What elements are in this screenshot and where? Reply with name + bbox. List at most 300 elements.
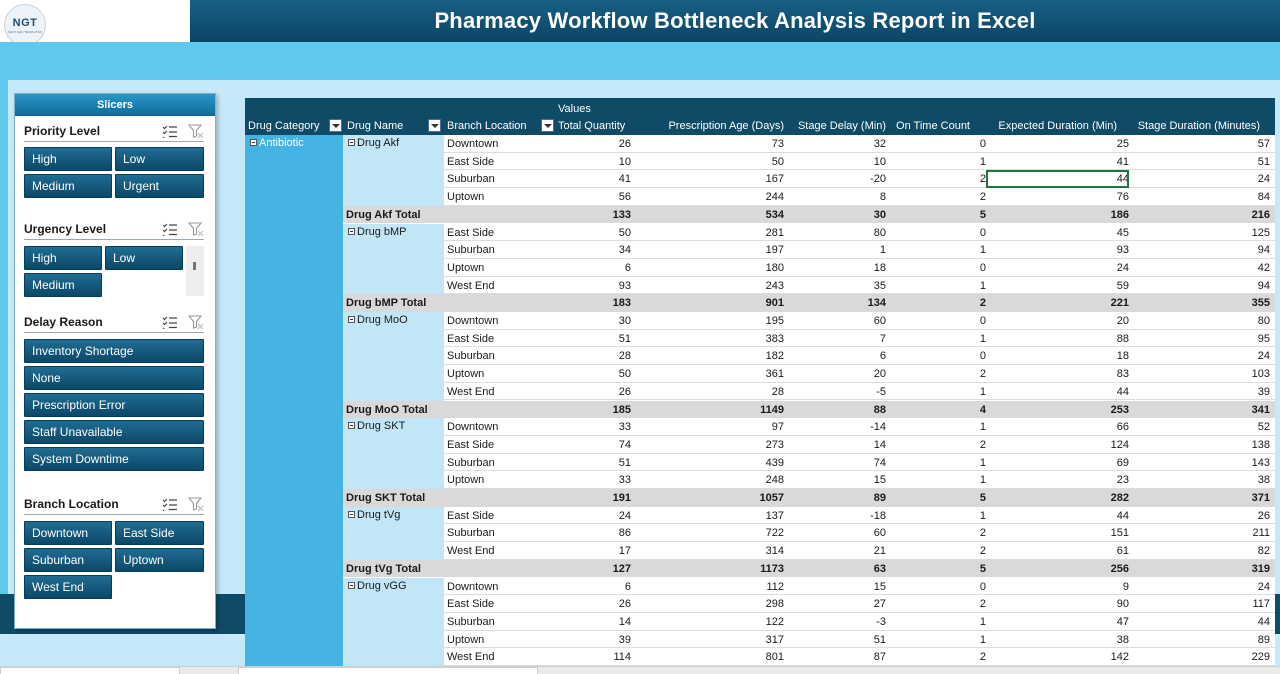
subtotal-value: 5 [979, 208, 986, 221]
value-cell: 2 [979, 527, 986, 540]
category-cell [245, 135, 343, 666]
value-cell: 42 [1257, 261, 1270, 274]
branch-location-cell: West End [447, 545, 495, 558]
collapse-icon[interactable] [348, 228, 355, 235]
selected-cell[interactable] [986, 170, 1129, 188]
subtotal-label: Drug Akf Total [346, 208, 421, 221]
drug-name: Drug vGG [357, 579, 407, 592]
header-stage-duration: Stage Duration (Minutes) [1137, 120, 1260, 132]
value-cell: 44 [1116, 509, 1129, 522]
value-cell: 38 [1116, 633, 1129, 646]
subtotal-value: 134 [867, 297, 886, 310]
slicer-item-priority-urgent[interactable]: Urgent [115, 174, 204, 198]
value-cell: 15 [873, 580, 886, 593]
slicer-item-urgency-high[interactable]: High [24, 246, 102, 270]
value-cell: 24 [1116, 261, 1129, 274]
subtotal-value: 534 [765, 208, 784, 221]
value-cell: 722 [765, 527, 784, 540]
multi-select-icon[interactable] [162, 124, 178, 138]
value-cell: 0 [979, 261, 986, 274]
table-row[interactable] [444, 365, 1275, 383]
slicer-item-east-side[interactable]: East Side [115, 521, 204, 545]
table-row[interactable] [444, 135, 1275, 153]
value-cell: 39 [618, 633, 631, 646]
collapse-icon[interactable] [348, 582, 355, 589]
value-cell: 87 [873, 651, 886, 664]
category-name: Antibiotic [259, 137, 304, 149]
branch-location-cell: Suburban [447, 350, 495, 363]
value-cell: 122 [765, 615, 784, 628]
value-cell: 195 [765, 315, 784, 327]
title-strip [0, 42, 1280, 54]
subtotal-label: Drug MoO Total [346, 403, 428, 416]
branch-location-cell: Uptown [447, 368, 485, 381]
table-row[interactable] [444, 578, 1275, 596]
subtotal-value: 5 [979, 562, 986, 575]
slicer-item-west-end[interactable]: West End [24, 575, 112, 599]
value-cell: 1 [979, 385, 986, 398]
value-cell: 180 [765, 261, 784, 274]
value-cell: 2 [979, 651, 986, 664]
slicer-title: Priority Level [24, 123, 101, 138]
value-cell: 88 [1116, 332, 1129, 345]
value-cell: 2 [979, 438, 986, 451]
value-cell: 52 [1257, 421, 1270, 434]
subtotal-value: 901 [765, 297, 784, 310]
subtotal-value: 1149 [760, 403, 784, 416]
value-cell: 125 [1251, 226, 1270, 239]
drug-name: Drug MoO [357, 314, 408, 326]
value-cell: 95 [1257, 332, 1270, 345]
scrollbar-thumb[interactable] [193, 262, 196, 270]
branch-location-cell: East Side [447, 226, 495, 239]
drug-name-label[interactable] [348, 420, 405, 432]
table-row[interactable] [444, 471, 1275, 489]
delay-reason-slicer [24, 311, 204, 471]
drug-name: Drug tVg [357, 508, 401, 521]
category-label[interactable] [250, 137, 304, 149]
subtotal-value: 371 [1251, 492, 1270, 504]
subtotal-value: 4 [979, 403, 986, 416]
subtotal-value: 282 [1110, 492, 1129, 504]
value-cell: 24 [1257, 350, 1270, 363]
value-cell: 248 [765, 474, 784, 487]
value-cell: 6 [879, 350, 886, 363]
value-cell: 298 [765, 598, 784, 611]
drug-name-label[interactable] [348, 226, 407, 238]
value-cell: 18 [873, 261, 886, 274]
value-cell: 0 [979, 580, 986, 593]
slicer-item-urgency-medium[interactable]: Medium [24, 273, 102, 297]
value-cell: 23 [1116, 474, 1129, 487]
drug-name-cell [343, 135, 444, 206]
subtotal-value: 191 [612, 492, 631, 504]
subtotal-row[interactable] [343, 206, 1275, 224]
subtotal-value: 63 [873, 562, 886, 575]
value-cell: 0 [979, 315, 986, 327]
slicer-item-uptown[interactable]: Uptown [115, 548, 204, 572]
table-row[interactable] [444, 259, 1275, 277]
value-cell: 273 [765, 438, 784, 451]
filter-dropdown-drug-category[interactable] [329, 119, 342, 132]
value-cell: 151 [1110, 527, 1129, 540]
value-cell: 94 [1257, 244, 1270, 257]
table-row[interactable] [444, 312, 1275, 330]
value-cell: 801 [765, 651, 784, 664]
value-cell: 24 [1257, 580, 1270, 593]
value-cell: 2 [979, 191, 986, 204]
value-cell: 66 [1116, 421, 1129, 434]
value-cell: 25 [1116, 138, 1129, 150]
priority-level-slicer [24, 120, 204, 230]
slicer-header [24, 120, 204, 142]
value-cell: 211 [1252, 527, 1270, 540]
subtotal-value: 133 [612, 208, 631, 221]
value-cell: 44 [1116, 385, 1129, 398]
branch-location-cell: Uptown [447, 191, 485, 204]
slicer-item-priority-high[interactable]: High [24, 147, 112, 171]
clear-filter-icon[interactable] [188, 497, 204, 511]
value-cell: 8 [879, 191, 886, 204]
subtotal-value: 221 [1110, 297, 1129, 310]
value-cell: 74 [618, 438, 631, 451]
value-cell: 1 [979, 332, 986, 345]
value-cell: 20 [873, 368, 886, 381]
drug-name-cell [343, 312, 444, 401]
subtotal-value: 256 [1110, 562, 1129, 575]
value-cell: 138 [1251, 438, 1270, 451]
subtotal-value: 319 [1251, 562, 1270, 575]
value-cell: 2 [979, 598, 986, 611]
table-row[interactable] [444, 631, 1275, 649]
branch-location-cell: East Side [447, 155, 495, 168]
table-row[interactable] [444, 241, 1275, 259]
drug-name: Drug bMP [357, 225, 407, 238]
pivot-table [245, 98, 1275, 666]
value-cell: 1 [979, 279, 986, 292]
drug-name-label[interactable] [348, 509, 400, 521]
subtotal-value: 355 [1251, 297, 1270, 310]
table-row[interactable] [444, 383, 1275, 401]
value-cell: 57 [1257, 138, 1270, 150]
filter-dropdown-branch-location[interactable] [541, 119, 554, 132]
value-cell: 24 [1257, 173, 1270, 186]
value-cell: 83 [1116, 368, 1129, 381]
drug-name-label[interactable] [348, 137, 399, 149]
header-expected-duration: Expected Duration (Min) [998, 120, 1117, 132]
value-cell: 6 [624, 580, 631, 593]
subtotal-value: 183 [612, 297, 631, 310]
subtotal-value: 216 [1251, 208, 1270, 221]
branch-location-cell: Suburban [447, 173, 495, 186]
branch-location-cell: Uptown [447, 633, 485, 646]
value-cell: 2 [979, 545, 986, 558]
subtotal-value: 1173 [760, 562, 784, 575]
value-cell: 33 [618, 421, 631, 434]
branch-location-cell: Suburban [447, 244, 495, 257]
table-row[interactable] [444, 188, 1275, 206]
subtotal-value: 89 [873, 492, 886, 504]
value-cell: 61 [1116, 545, 1129, 558]
value-cell: 45 [1116, 226, 1129, 239]
subtotal-value: 127 [612, 562, 631, 575]
value-cell: 103 [1251, 368, 1270, 381]
subtotal-value: 341 [1251, 403, 1270, 416]
branch-location-cell: West End [447, 279, 495, 292]
clear-filter-icon[interactable] [188, 124, 204, 138]
value-cell: 51 [618, 332, 631, 345]
collapse-icon[interactable] [348, 511, 355, 518]
value-cell: 44 [1257, 615, 1270, 628]
logo-text: NGT [12, 16, 38, 29]
value-cell: 28 [618, 350, 631, 363]
value-cell: 47 [1116, 615, 1129, 628]
value-cell: 80 [1257, 315, 1270, 327]
clear-filter-icon[interactable] [188, 315, 204, 329]
slicer-item-system-downtime[interactable]: System Downtime [24, 447, 204, 471]
subtotal-value: 5 [979, 492, 986, 504]
value-cell: 361 [765, 368, 784, 381]
header-on-time-count: On Time Count [896, 120, 970, 132]
value-cell: 74 [873, 456, 886, 469]
subtotal-row[interactable] [343, 294, 1275, 312]
value-cell: 124 [1110, 438, 1129, 451]
collapse-icon[interactable] [348, 422, 355, 429]
sheet-tab[interactable] [238, 667, 538, 674]
value-cell: 50 [618, 226, 631, 239]
value-cell: 24 [618, 509, 631, 522]
slicer-title: Urgency Level [24, 221, 107, 236]
value-cell: 51 [873, 633, 886, 646]
subtotal-value: 88 [873, 403, 886, 416]
slicer-header [24, 493, 204, 515]
value-cell: 10 [618, 155, 631, 168]
table-row[interactable] [444, 542, 1275, 560]
value-cell: 60 [873, 315, 886, 327]
table-row[interactable] [444, 454, 1275, 472]
value-cell: 26 [618, 138, 631, 150]
subtotal-value: 185 [612, 403, 631, 416]
subtotal-row[interactable] [343, 560, 1275, 578]
collapse-icon[interactable] [348, 139, 355, 146]
value-cell: -14 [870, 421, 886, 434]
header-branch-location: Branch Location [447, 120, 527, 132]
subtotal-label: Drug bMP Total [346, 297, 427, 310]
branch-location-cell: West End [447, 651, 495, 664]
branch-location-cell: Downtown [447, 421, 499, 434]
subtotal-label: Drug tVg Total [346, 562, 421, 575]
slicer-item-downtown[interactable]: Downtown [24, 521, 112, 545]
value-cell: 6 [624, 261, 631, 274]
value-cell: -18 [870, 509, 886, 522]
value-cell: 1 [979, 474, 986, 487]
value-cell: 32 [873, 138, 886, 150]
branch-location-cell: East Side [447, 598, 495, 611]
header-total-quantity: Total Quantity [558, 120, 626, 132]
branch-location-cell: Downtown [447, 580, 499, 593]
value-cell: 93 [618, 279, 631, 292]
branch-location-cell: East Side [447, 438, 495, 451]
slicer-scrollbar[interactable] [186, 246, 204, 296]
value-cell: 0 [979, 226, 986, 239]
value-cell: 14 [618, 615, 631, 628]
table-row[interactable] [444, 330, 1275, 348]
branch-location-cell: Downtown [447, 138, 499, 150]
value-cell: 59 [1116, 279, 1129, 292]
branch-location-cell: Uptown [447, 474, 485, 487]
value-cell: 94 [1257, 279, 1270, 292]
value-cell: 97 [771, 421, 784, 434]
drug-name-label[interactable] [348, 580, 407, 592]
value-cell: 281 [765, 226, 784, 239]
value-cell: 51 [618, 456, 631, 469]
value-cell: 30 [618, 315, 631, 327]
value-cell: 9 [1122, 580, 1129, 593]
value-cell: 244 [765, 191, 784, 204]
slicer-item-suburban[interactable]: Suburban [24, 548, 112, 572]
drug-name-label[interactable] [348, 314, 408, 326]
value-cell: 20 [1116, 315, 1129, 327]
value-cell: 182 [765, 350, 784, 363]
drug-name-cell [343, 224, 444, 295]
value-cell: 2 [979, 368, 986, 381]
value-cell: 93 [1116, 244, 1129, 257]
value-cell: 0 [979, 350, 986, 363]
table-row[interactable] [444, 648, 1275, 666]
drug-name-cell [343, 507, 444, 560]
title-bar [190, 0, 1280, 42]
value-cell: 14 [873, 438, 886, 451]
value-cell: 86 [618, 527, 631, 540]
value-cell: 27 [873, 598, 886, 611]
subtotal-value: 253 [1110, 403, 1129, 416]
slicer-title: Branch Location [24, 496, 119, 511]
table-row[interactable] [444, 507, 1275, 525]
value-cell: 439 [765, 456, 784, 469]
subtotal-row[interactable] [343, 401, 1275, 419]
value-cell: 44 [1116, 173, 1129, 186]
branch-location-cell: East Side [447, 509, 495, 522]
value-cell: 28 [771, 385, 784, 398]
table-row[interactable] [444, 613, 1275, 631]
value-cell: 243 [765, 279, 784, 292]
value-cell: 51 [1257, 155, 1270, 168]
value-cell: 1 [979, 421, 986, 434]
value-cell: 76 [1116, 191, 1129, 204]
logo-subtext: NEXT GEN TEMPLATES [8, 29, 42, 34]
table-row[interactable] [444, 418, 1275, 436]
value-cell: 84 [1257, 191, 1270, 204]
subtotal-row[interactable] [343, 489, 1275, 507]
slicers-title: Slicers [15, 94, 215, 116]
table-row[interactable] [444, 224, 1275, 242]
header-prescription-age: Prescription Age (Days) [668, 120, 784, 132]
slicer-item-urgency-low[interactable]: Low [105, 246, 183, 270]
value-cell: 26 [618, 598, 631, 611]
multi-select-icon[interactable] [162, 315, 178, 329]
slicer-title: Delay Reason [24, 314, 103, 329]
clear-filter-icon[interactable] [188, 222, 204, 236]
branch-location-cell: Uptown [447, 261, 485, 274]
drug-name: Drug SKT [357, 420, 406, 433]
value-cell: 41 [618, 173, 631, 186]
value-cell: 2 [979, 173, 986, 186]
table-row[interactable] [444, 153, 1275, 171]
multi-select-icon[interactable] [162, 222, 178, 236]
slicer-header [24, 311, 204, 333]
value-cell: -5 [876, 385, 886, 398]
table-row[interactable] [444, 595, 1275, 613]
pivot-header [245, 98, 1275, 135]
value-cell: 197 [765, 244, 784, 257]
value-cell: 7 [879, 332, 886, 345]
branch-location-cell: Downtown [447, 315, 499, 327]
drug-name-cell [343, 418, 444, 489]
drug-name: Drug Akf [357, 137, 400, 149]
value-cell: 39 [1257, 385, 1270, 398]
value-cell: 1 [979, 155, 986, 168]
value-cell: 15 [873, 474, 886, 487]
value-cell: -3 [876, 615, 886, 628]
value-cell: 38 [1257, 474, 1270, 487]
slicers-panel [14, 93, 216, 629]
slicer-item-none[interactable]: None [24, 366, 204, 390]
filter-dropdown-drug-name[interactable] [428, 119, 441, 132]
value-cell: 50 [618, 368, 631, 381]
header-drug-category: Drug Category [248, 120, 320, 132]
branch-location-slicer [24, 493, 204, 603]
header-stage-delay: Stage Delay (Min) [797, 120, 886, 132]
values-label: Values [558, 103, 591, 115]
slicer-item-prescription-error[interactable]: Prescription Error [24, 393, 204, 417]
value-cell: 114 [613, 651, 631, 664]
value-cell: 1 [979, 633, 986, 646]
value-cell: 41 [1116, 155, 1129, 168]
value-cell: 73 [771, 138, 784, 150]
branch-location-cell: East Side [447, 332, 495, 345]
branch-location-cell: Suburban [447, 456, 495, 469]
subtotal-value: 1057 [759, 492, 784, 504]
collapse-icon[interactable] [348, 316, 355, 323]
drug-name-cell [343, 578, 444, 667]
value-cell: 80 [873, 226, 886, 239]
value-cell: 10 [873, 155, 886, 168]
value-cell: 229 [1251, 651, 1270, 664]
value-cell: 317 [765, 633, 784, 646]
value-cell: 137 [765, 509, 784, 522]
slicer-item-priority-low[interactable]: Low [115, 147, 204, 171]
multi-select-icon[interactable] [162, 497, 178, 511]
value-cell: 50 [771, 155, 784, 168]
value-cell: 1 [979, 509, 986, 522]
subtotal-value: 30 [873, 208, 886, 221]
value-cell: 56 [618, 191, 631, 204]
branch-location-cell: Suburban [447, 615, 495, 628]
sheet-tab[interactable] [0, 667, 180, 674]
table-row[interactable] [444, 277, 1275, 295]
slicer-item-inventory-shortage[interactable]: Inventory Shortage [24, 339, 204, 363]
slicer-item-priority-medium[interactable]: Medium [24, 174, 112, 198]
table-row[interactable] [444, 170, 1275, 188]
collapse-icon[interactable] [250, 139, 257, 146]
value-cell: 26 [1257, 509, 1270, 522]
table-row[interactable] [444, 347, 1275, 365]
slicer-item-staff-unavailable[interactable]: Staff Unavailable [24, 420, 204, 444]
value-cell: 0 [979, 138, 986, 150]
table-row[interactable] [444, 524, 1275, 542]
value-cell: 314 [765, 545, 784, 558]
table-row[interactable] [444, 436, 1275, 454]
